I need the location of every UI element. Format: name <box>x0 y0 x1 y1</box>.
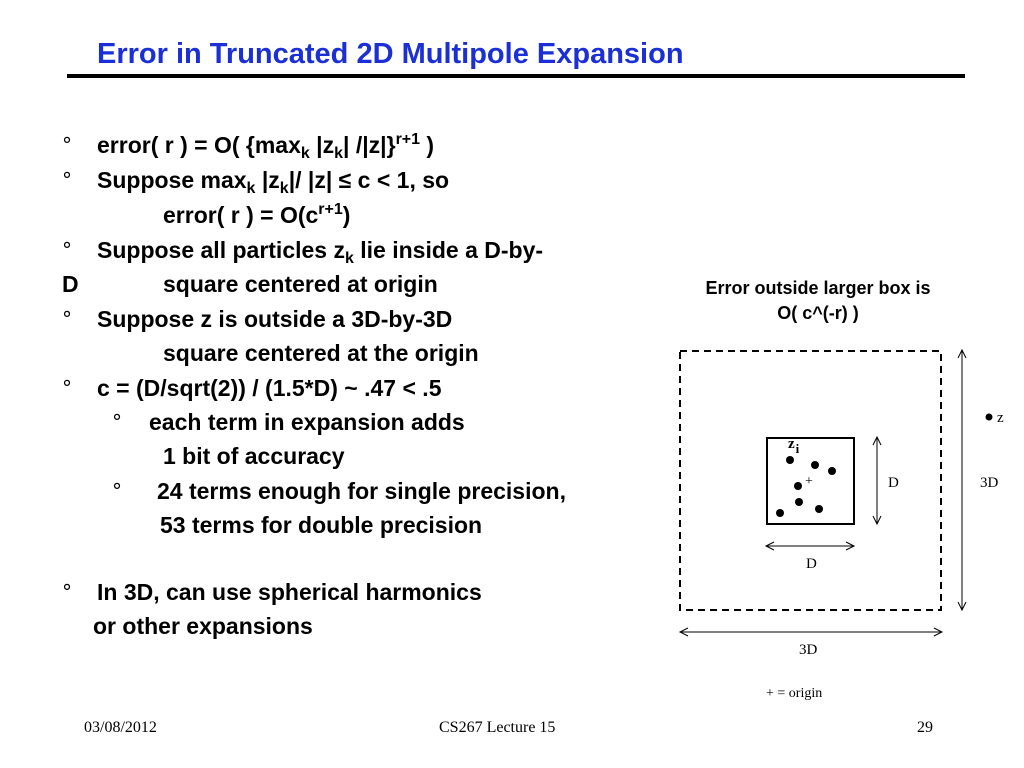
bullet-marker: ° <box>62 307 72 331</box>
footer-course: CS267 Lecture 15 <box>439 719 556 736</box>
one-bit-accuracy: 1 bit of accuracy <box>163 443 345 469</box>
figure-caption <box>668 276 968 326</box>
outer-width-dimension <box>680 628 942 636</box>
sub-bullet-single-precision: 24 terms enough for single precision, <box>157 478 566 504</box>
double-precision-line: 53 terms for double precision <box>160 512 483 538</box>
bullet-marker: ° <box>62 376 72 400</box>
footer-date: 03/08/2012 <box>84 719 157 736</box>
bullet-error-formula: error( r ) = O( {$\max_k$ $|z_k|$ /|z|}$^{r+1}$ ) <box>97 131 435 162</box>
outer-width-label: 3D <box>799 642 818 658</box>
title-underline <box>67 74 965 78</box>
particle <box>794 482 802 490</box>
outer-height-label: 3D <box>980 475 999 491</box>
origin-plus-marker: + <box>805 474 813 489</box>
inner-height-label: D <box>888 475 899 491</box>
bullet-suppose-max: Suppose $\max_k |z_k|/$ |z| ≤ c < 1, so <box>97 167 450 197</box>
particle <box>786 456 794 464</box>
outside-point-z <box>986 414 993 421</box>
outside-point-z-label: z <box>997 410 1004 426</box>
particle <box>815 505 823 513</box>
particle <box>811 461 819 469</box>
bullet-c-value: c = (D/sqrt(2)) / (1.5*D) ~ .47 < .5 <box>97 375 442 401</box>
bullet-z-outside: Suppose z is outside a 3D-by-3D <box>97 306 453 332</box>
slide-title: Error in Truncated 2D Multipole Expansion <box>97 38 684 70</box>
footer-page-number: 29 <box>917 719 933 736</box>
error-bound-line: error( r ) = $O(c^{r+1})$ <box>163 201 351 228</box>
other-expansions-line: or other expansions <box>93 613 313 639</box>
particle <box>776 509 784 517</box>
sub-bullet-marker: ° <box>112 410 122 434</box>
bullet-marker: ° <box>62 238 72 262</box>
inner-width-dimension <box>766 542 854 550</box>
bullet-marker: ° <box>62 133 72 157</box>
particle <box>795 498 803 506</box>
bullet-marker: ° <box>62 168 72 192</box>
bullet-marker: ° <box>62 580 72 604</box>
bullet-particles-inside: Suppose all particles $z_k$ lie inside a D-by- <box>97 237 544 267</box>
square-centered-origin: square centered at origin <box>163 271 438 297</box>
square-centered-at-origin: square centered at the origin <box>163 340 479 366</box>
caption-line-2: O( c^(-r) ) <box>777 303 859 323</box>
wrapped-d-text: D <box>62 271 79 297</box>
caption-line-1: Error outside larger box is <box>705 278 931 298</box>
z-i-label: zi <box>788 436 800 456</box>
multipole-box-diagram <box>660 320 1020 710</box>
origin-legend: + = origin <box>766 686 823 701</box>
particle <box>828 467 836 475</box>
inner-height-dimension <box>873 437 881 524</box>
sub-bullet-marker: ° <box>112 479 122 503</box>
bullet-3d-spherical: In 3D, can use spherical harmonics <box>97 579 482 605</box>
inner-width-label: D <box>806 556 817 572</box>
outer-height-dimension <box>958 350 966 610</box>
sub-bullet-term-adds: each term in expansion adds <box>149 409 465 435</box>
